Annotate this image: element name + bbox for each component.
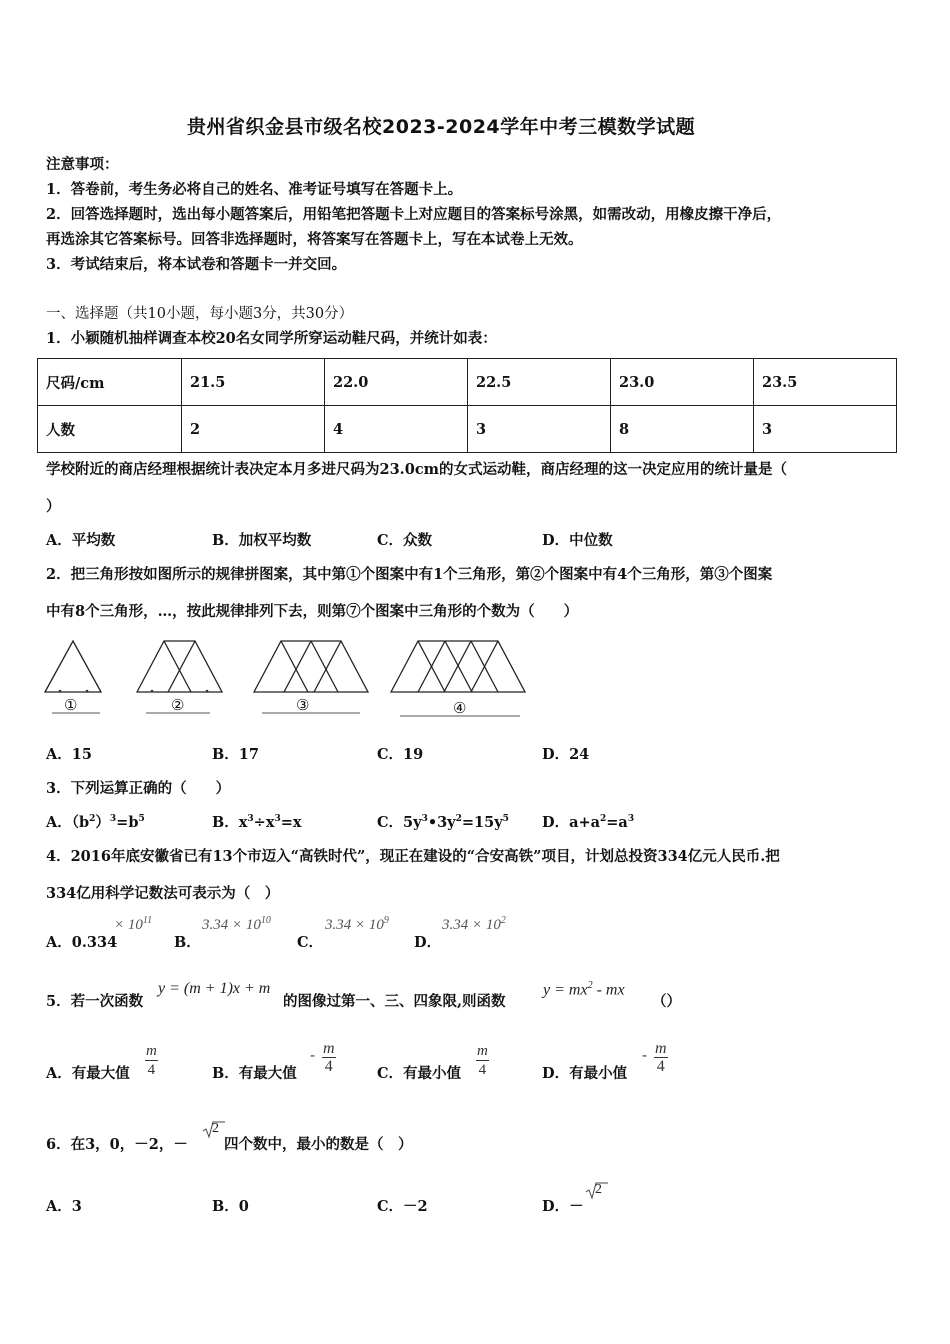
q5-option-c-label: C．有最小值	[377, 1065, 462, 1082]
q3-d-sup: 3	[627, 814, 635, 825]
q3-option-c	[377, 811, 509, 832]
q3-c-part: C．5y	[377, 814, 422, 831]
q4-stem-b: 334亿用科学记数法可表示为（ ）	[46, 885, 280, 902]
q4-b-base: 3.34 × 10	[202, 917, 261, 933]
fraction-denominator: 4	[478, 1062, 487, 1078]
q4-d-exp: 2	[500, 915, 506, 926]
q3-b-sup: 3	[274, 814, 281, 825]
table-cell: 尺码/cm	[38, 359, 182, 406]
q4-d-base: 3.34 × 10	[442, 917, 501, 933]
pattern-label-2: ②	[171, 696, 185, 714]
q5-stem-pre: 5．若一次函数	[46, 993, 144, 1010]
q6-stem-pre: 6．在3，0，－2，－	[46, 1136, 188, 1153]
pattern-label-4: ④	[453, 699, 467, 717]
q1-option-b: B．加权平均数	[212, 532, 312, 549]
q2-stem-b: 中有8个三角形，…，按此规律排列下去，则第⑦个图案中三角形的个数为（ ）	[46, 603, 579, 620]
q6-option-a: A．3	[46, 1198, 82, 1215]
q3-c-part: =15y	[461, 814, 503, 831]
q4-option-a-math	[114, 915, 152, 934]
q4-option-c-math	[325, 915, 389, 934]
q6-stem-post: 四个数中，最小的数是（ ）	[224, 1136, 413, 1153]
q4-option-b-label: B．	[174, 934, 201, 951]
q2-option-b: B．17	[212, 746, 259, 763]
table-cell: 23.5	[754, 359, 897, 406]
table-cell: 21.5	[182, 359, 325, 406]
q1-option-c: C．众数	[377, 532, 433, 549]
q3-b-part: =x	[280, 814, 302, 831]
q5-option-b-fraction	[322, 1040, 336, 1076]
q3-stem: 3．下列运算正确的（ ）	[46, 780, 231, 797]
pattern-1-triangles	[45, 641, 101, 692]
table-cell: 22.0	[325, 359, 468, 406]
pattern-label-3: ③	[296, 696, 310, 714]
table-cell: 8	[611, 406, 754, 453]
q3-d-part: D．a+a	[542, 814, 601, 831]
q3-option-b	[212, 811, 302, 832]
q3-option-d	[542, 811, 634, 832]
fraction-numerator: m	[323, 1040, 335, 1057]
q3-d-sup: 2	[600, 814, 607, 825]
pattern-4-triangles	[391, 641, 525, 692]
q3-b-sup: 3	[247, 814, 254, 825]
q5-stem-post: （）	[652, 993, 681, 1010]
q3-b-part: B．x	[212, 814, 248, 831]
q2-option-c: C．19	[377, 746, 424, 763]
q5-option-a-label: A．有最大值	[46, 1065, 130, 1082]
notice-item-3: 3．考试结束后，将本试卷和答题卡一并交回。	[46, 256, 347, 273]
q5-function-1: y = (m + 1)x + m	[158, 980, 271, 997]
q1-option-a: A．平均数	[46, 532, 116, 549]
q5-option-a-fraction	[145, 1043, 158, 1079]
q1-text-b: ）	[46, 498, 61, 515]
table-cell: 3	[754, 406, 897, 453]
q4-option-b-math	[202, 915, 271, 934]
q3-a-part: A．（b	[46, 814, 90, 831]
fraction-denominator: 4	[147, 1062, 156, 1078]
table-cell: 4	[325, 406, 468, 453]
q6-option-c: C．－2	[377, 1198, 428, 1215]
q4-option-c-label: C．	[297, 934, 324, 951]
table-cell: 22.5	[468, 359, 611, 406]
table-cell: 2	[182, 406, 325, 453]
fraction-denominator: 4	[656, 1058, 665, 1075]
q4-option-a-label: A．0.334	[46, 934, 118, 951]
q4-c-base: 3.34 × 10	[325, 917, 384, 933]
table-cell: 人数	[38, 406, 182, 453]
q3-c-sup: 5	[502, 814, 509, 825]
q4-c-exp: 9	[383, 915, 389, 926]
q5-option-b-label: B．有最大值	[212, 1065, 297, 1082]
q4-b-exp: 10	[260, 915, 271, 926]
table-cell: 3	[468, 406, 611, 453]
q3-d-part: =a	[606, 814, 628, 831]
q5-option-d-label: D．有最小值	[542, 1065, 628, 1082]
section-heading: 一、选择题（共10小题，每小题3分，共30分）	[46, 306, 354, 322]
notice-item-2a: 2．回答选择题时，选出每小题答案后，用铅笔把答题卡上对应题目的答案标号涂黑，如需改动，用橡皮擦干净后，	[46, 206, 782, 223]
pattern-label-1: ①	[64, 696, 78, 714]
q3-c-sup: 3	[421, 814, 428, 825]
q4-a-base: × 10	[114, 917, 143, 933]
q5-stem-mid: 的图像过第一、三、四象限,则函数	[283, 993, 506, 1010]
q6-option-d: D．－	[542, 1198, 584, 1215]
q2-option-a: A．15	[46, 746, 92, 763]
page-title: 贵州省织金县市级名校2023-2024学年中考三模数学试题	[187, 116, 696, 138]
q6-option-b: B．0	[212, 1198, 249, 1215]
q3-a-part: ）	[95, 814, 110, 831]
q4-option-d-math	[442, 915, 506, 934]
q3-a-part: =b	[116, 814, 139, 831]
q2-option-d: D．24	[542, 746, 590, 763]
q5-f2-exp: 2	[587, 980, 593, 991]
fraction-denominator: 4	[324, 1058, 333, 1075]
q1-text-a: 学校附近的商店经理根据统计表决定本月多进尺码为23.0cm的女式运动鞋，商店经理的这一决定应用的统计量是（	[46, 461, 787, 478]
notice-item-2b: 再选涂其它答案标号。回答非选择题时，将答案写在答题卡上，写在本试卷上无效。	[46, 231, 583, 248]
q5-f2-part: - mx	[592, 981, 625, 999]
q3-c-sup: 2	[455, 814, 462, 825]
q4-option-d-label: D．	[414, 934, 442, 951]
q3-option-a	[46, 811, 145, 832]
q5-f2-part: y = mx	[543, 981, 588, 999]
q3-c-part: •3y	[427, 814, 456, 831]
q3-a-sup: 2	[89, 814, 96, 825]
q6-option-d-sqrt-number: 2	[595, 1182, 602, 1197]
fraction-numerator: m	[655, 1040, 667, 1057]
q5-function-2	[543, 980, 625, 999]
fraction-numerator: m	[477, 1043, 488, 1059]
fraction-numerator: m	[146, 1043, 157, 1059]
q5-option-d-minus: -	[642, 1046, 648, 1064]
q4-stem-a: 4．2016年底安徽省已有13个市迈入“高铁时代”，现正在建设的“合安高铁”项目，计划总投资334亿元人民币.把	[46, 848, 780, 865]
q5-option-d-fraction	[654, 1040, 668, 1076]
notice-item-1: 1．答卷前，考生务必将自己的姓名、准考证号填写在答题卡上。	[46, 181, 463, 198]
q3-b-part: ÷x	[253, 814, 275, 831]
q4-a-exp: 11	[142, 915, 153, 926]
q1-option-d: D．中位数	[542, 532, 613, 549]
q6-sqrt-number: 2	[212, 1121, 219, 1136]
q3-a-sup: 3	[109, 814, 117, 825]
table-cell: 23.0	[611, 359, 754, 406]
pattern-3-triangles	[254, 641, 368, 692]
q3-a-sup: 5	[138, 814, 145, 825]
q1-stem: 1．小颖随机抽样调查本校20名女同学所穿运动鞋尺码，并统计如表：	[46, 330, 497, 347]
q5-option-b-minus: -	[310, 1046, 316, 1064]
q5-option-c-fraction	[476, 1043, 489, 1079]
pattern-2-triangles	[137, 641, 222, 692]
notice-heading: 注意事项：	[46, 156, 119, 173]
q2-stem-a: 2．把三角形按如图所示的规律拼图案，其中第①个图案中有1个三角形，第②个图案中有4个三角形，第③个图案	[46, 566, 773, 583]
